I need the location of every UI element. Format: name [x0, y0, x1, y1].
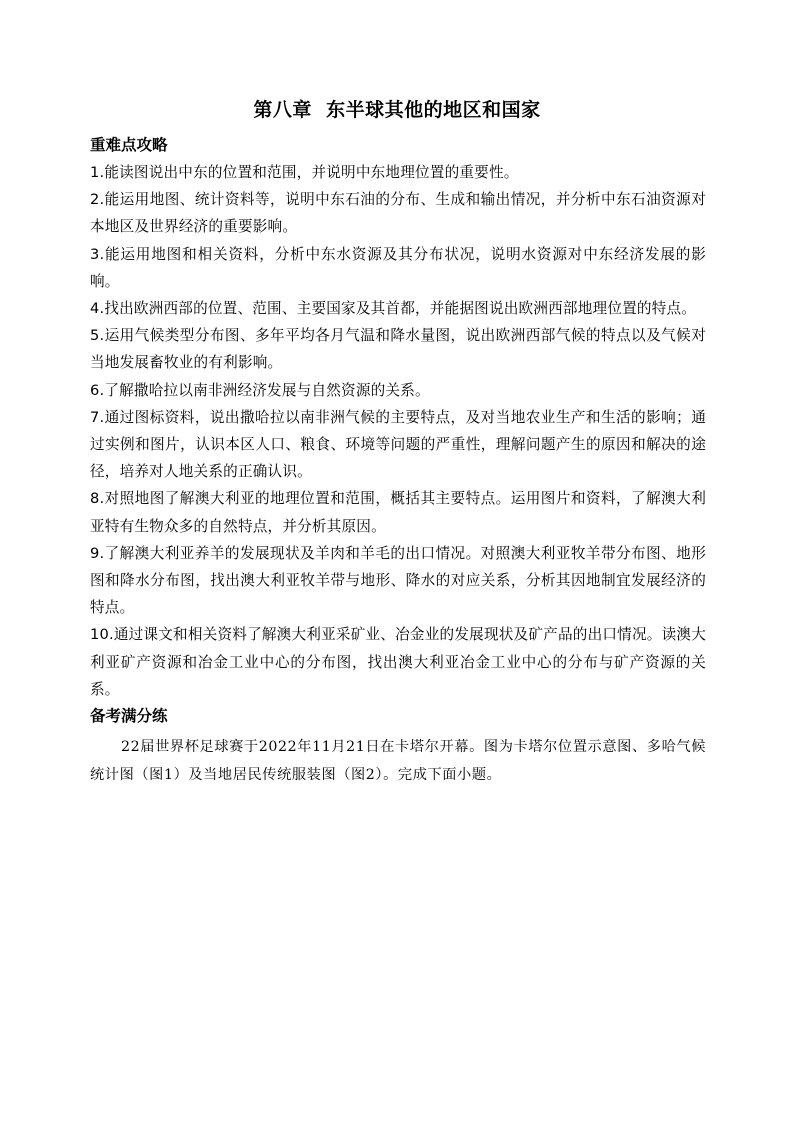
key-point-item: 3.能运用地图和相关资料，分析中东水资源及其分布状况，说明水资源对中东经济发展的影响。 [90, 245, 706, 290]
section-heading-practice: 备考满分练 [90, 707, 168, 726]
key-point-item: 6.了解撒哈拉以南非洲经济发展与自然资源的关系。 [90, 381, 430, 399]
document-body [90, 132, 706, 789]
key-point-item: 7.通过图标资料，说出撒哈拉以南非洲气候的主要特点，及对当地农业生产和生活的影响；通过实例和图片，认识本区人口、粮食、环境等问题的严重性，理解问题产生的原因和解决的途径，培养对人地关系的正确认识。 [90, 408, 706, 481]
key-point-item: 5.运用气候类型分布图、多年平均各月气温和降水量图，说出欧洲西部气候的特点以及气候对当地发展畜牧业的有利影响。 [90, 327, 706, 372]
key-point-item: 2.能运用地图、统计资料等，说明中东石油的分布、生成和输出情况，并分析中东石油资源对本地区及世界经济的重要影响。 [90, 191, 706, 236]
practice-question-stem: 22届世界杯足球赛于2022年11月21日在卡塔尔开幕。图为卡塔尔位置示意图、多哈气候统计图（图1）及当地居民传统服装图（图2）。完成下面小题。 [90, 739, 706, 784]
chapter-title: 第八章 东半球其他的地区和国家 [253, 99, 541, 121]
section-heading-key-points: 重难点攻略 [90, 136, 168, 154]
key-point-item: 1.能读图说出中东的位置和范围，并说明中东地理位置的重要性。 [90, 164, 519, 181]
key-point-item: 9.了解澳大利亚养羊的发展现状及羊肉和羊毛的出口情况。对照澳大利亚牧羊带分布图、地形图和降水分布图，找出澳大利亚牧羊带与地形、降水的对应关系，分析其因地制宜发展经济的特点。 [90, 544, 706, 617]
key-point-item: 10.通过课文和相关资料了解澳大利亚采矿业、冶金业的发展现状及矿产品的出口情况。读澳大利亚矿产资源和冶金工业中心的分布图，找出澳大利亚冶金工业中心的分布与矿产资源的关系。 [90, 626, 706, 698]
key-point-item: 8.对照地图了解澳大利亚的地理位置和范围，概括其主要特点。运用图片和资料，了解澳大利亚特有生物众多的自然特点，并分析其原因。 [90, 490, 706, 535]
key-point-item: 4.找出欧洲西部的位置、范围、主要国家及其首都，并能据图说出欧洲西部地理位置的特点。 [90, 300, 697, 318]
